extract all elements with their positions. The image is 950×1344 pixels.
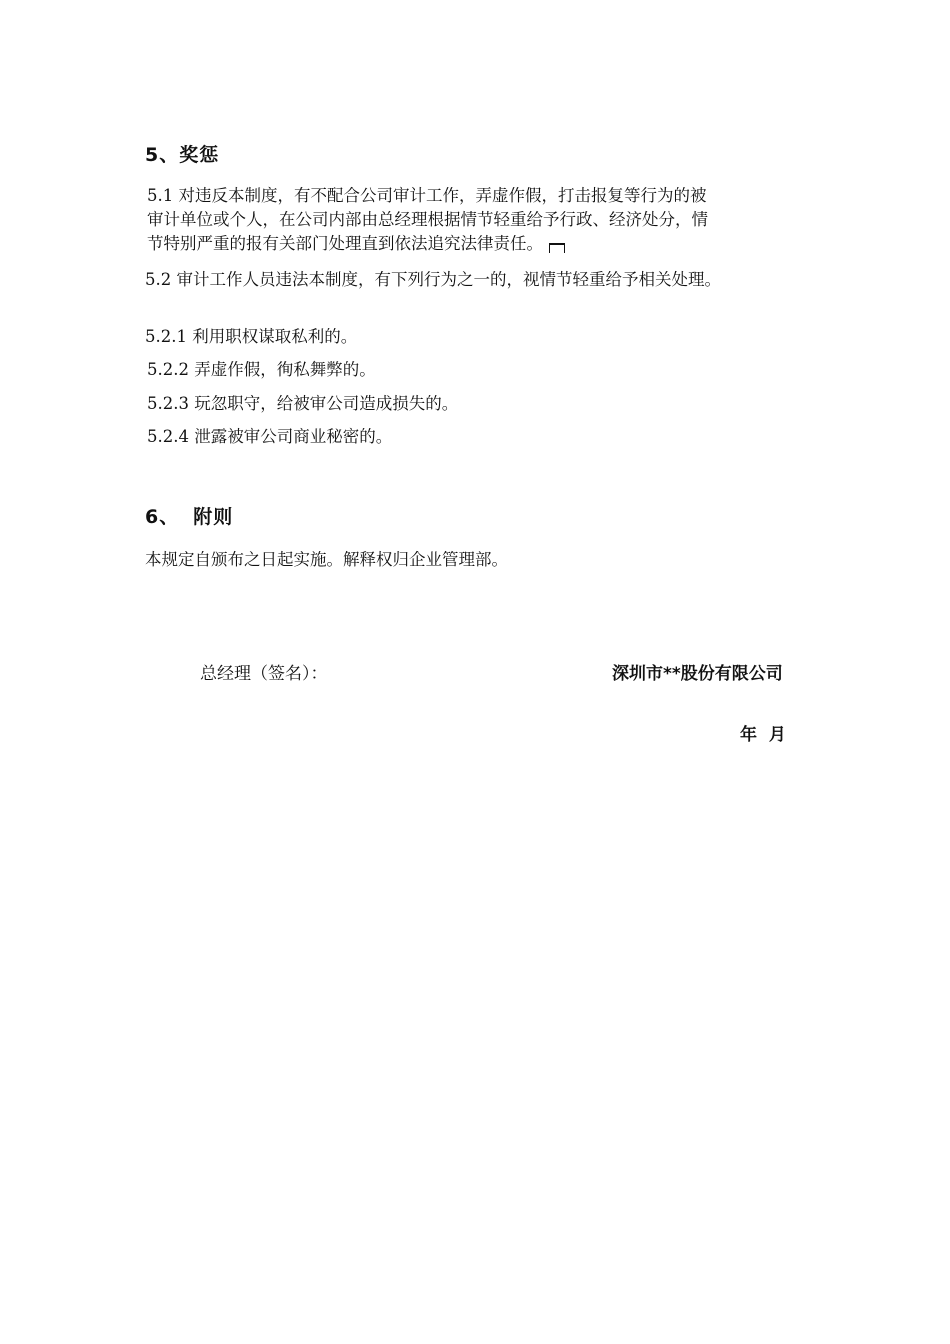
list-item-5-2-2: 5.2.2 弄虚作假，徇私舞弊的。 <box>147 360 376 379</box>
paragraph-5-1-line-2: 审计单位或个人，在公司内部由总经理根据情节轻重给予行政、经济处分，情 <box>147 210 708 229</box>
manager-signature-label: 总经理（签名）： <box>200 664 328 684</box>
paragraph-5-1-line-1: 5.1 对违反本制度，有不配合公司审计工作，弄虚作假，打击报复等行为的被 <box>147 186 707 205</box>
section-6-title: 附则 <box>193 506 234 528</box>
list-item-5-2-4: 5.2.4 泄露被审公司商业秘密的。 <box>147 427 393 446</box>
company-name: 深圳市**股份有限公司 <box>612 664 783 684</box>
section-5-heading <box>145 140 219 167</box>
list-item-5-2-1: 5.2.1 利用职权谋取私利的。 <box>145 327 358 346</box>
edit-mark-icon <box>549 243 565 253</box>
section-5-number: 5、 <box>145 144 180 166</box>
date-line: 年 月 <box>740 725 786 745</box>
section-6-heading <box>145 502 233 529</box>
section-6-text: 本规定自颁布之日起实施。解释权归企业管理部。 <box>145 550 508 569</box>
section-5-title: 奖惩 <box>179 144 220 166</box>
paragraph-5-1-line-3 <box>147 232 807 256</box>
paragraph-5-2: 5.2 审计工作人员违法本制度，有下列行为之一的，视情节轻重给予相关处理。 <box>145 270 721 289</box>
section-6-number: 6、 <box>145 506 180 528</box>
paragraph-5-1-line-3-text: 节特别严重的报有关部门处理直到依法追究法律责任。 <box>147 234 543 253</box>
list-item-5-2-3: 5.2.3 玩忽职守，给被审公司造成损失的。 <box>147 394 459 413</box>
paragraph-5-1 <box>147 184 807 256</box>
